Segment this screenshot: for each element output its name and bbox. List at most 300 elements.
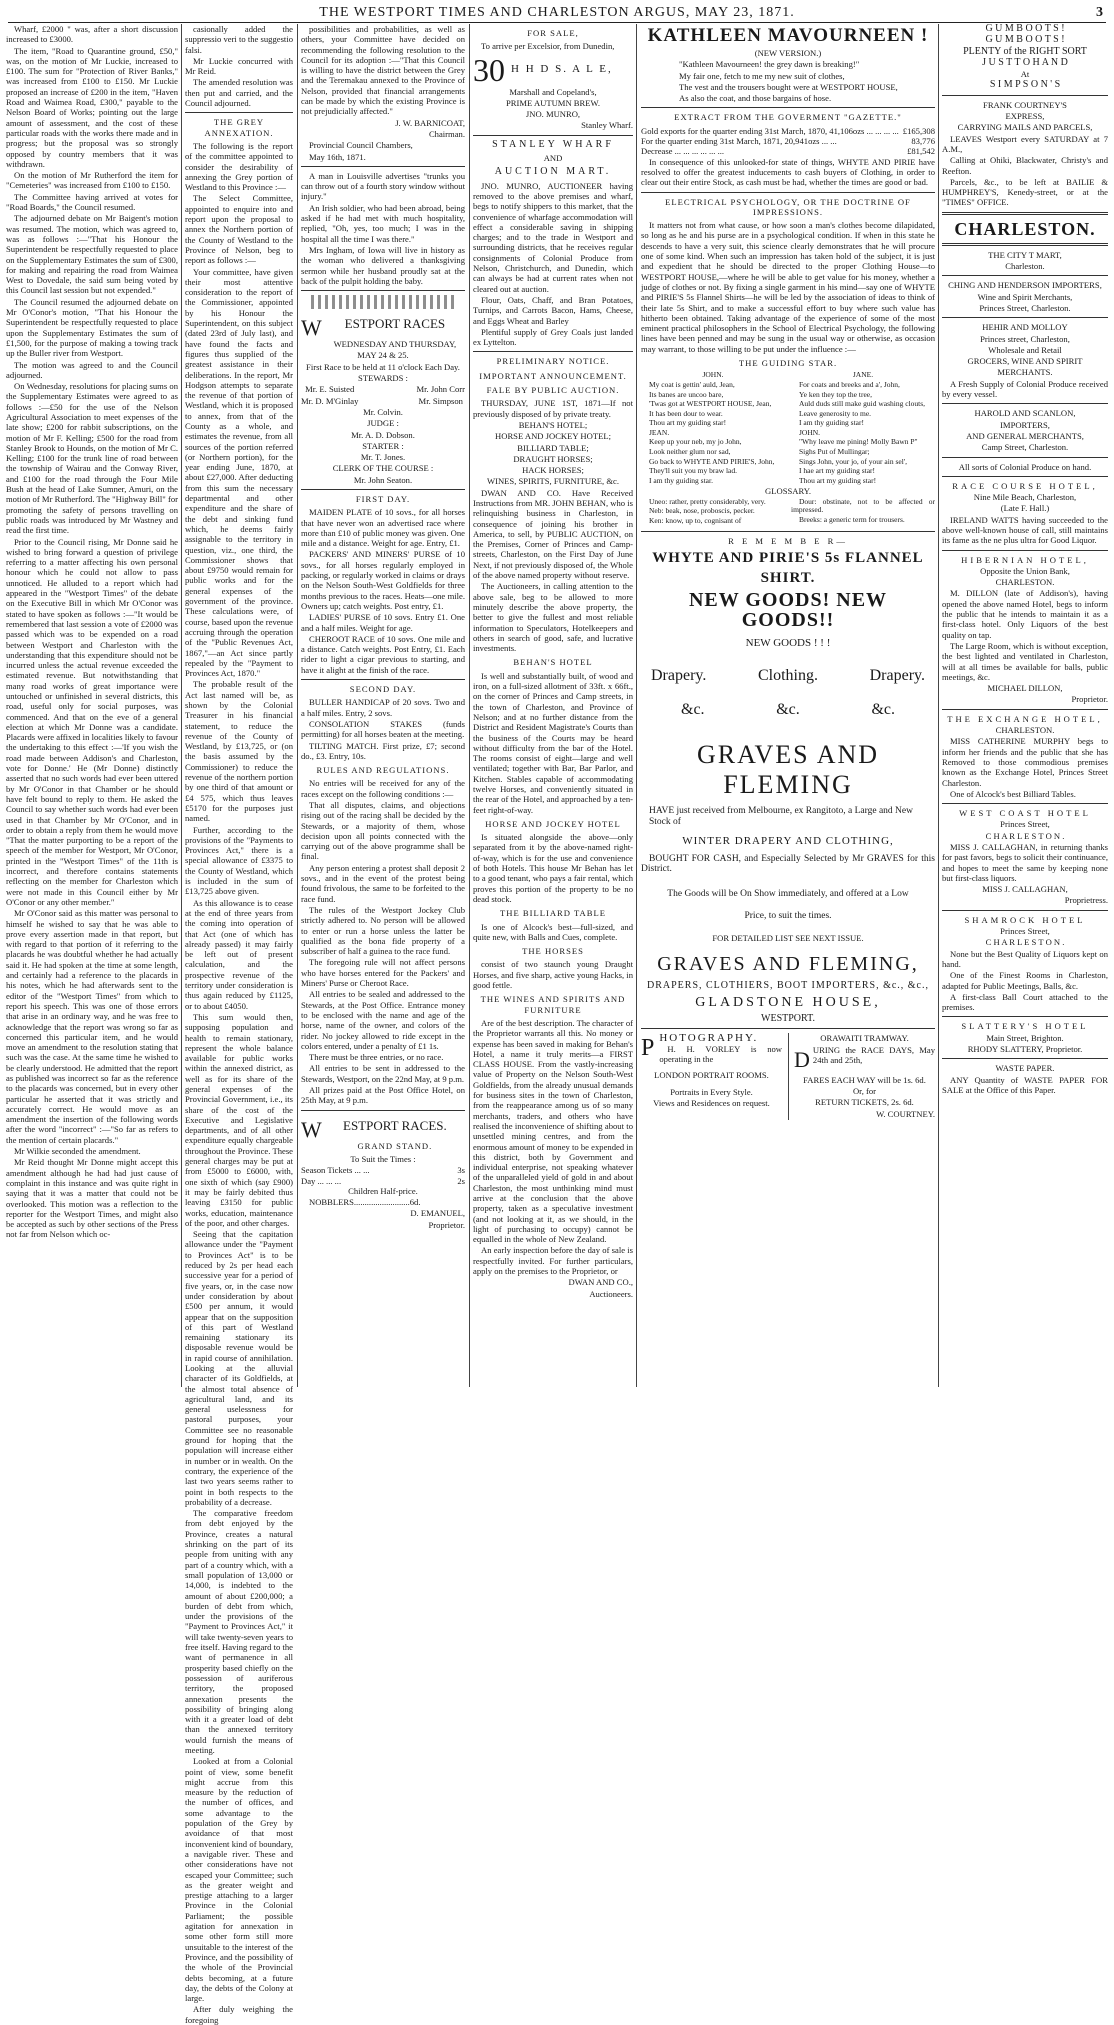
- verse-line: Ye ken they top the tree,: [799, 389, 872, 399]
- paragraph: Plentiful supply of Grey Coals just landed ex Lyttelton.: [473, 326, 633, 348]
- extract-heading: EXTRACT FROM THE GOVERMENT "GAZETTE.": [674, 112, 902, 123]
- gold-text: In consequence of this unlooked-for state of things, WHYTE AND PIRIE have resolved to offer the greatest inducements to cash buyers of Clothing, in order to clear out their entire Stock, as cash must be had, whether the times are good or bad.: [641, 156, 935, 188]
- race-entry: CHEROOT RACE of 10 sovs. One mile and a distance. Catch weights. Post Entry, £1. Each rider to light a cigar previous to starting, and have it alight at the finish of the race.: [301, 633, 465, 675]
- sham-1: Princes Street,: [1000, 926, 1050, 937]
- rule-item: The rules of the Westport Jockey Club strictly adhered to. No person will be allowed to enter or run a horse unless the latter be qualified as the bona fide property of a subscriber of half a guinea to the race fund.: [301, 904, 465, 957]
- verse-line: I am thy guiding star!: [799, 418, 864, 428]
- billiard-heading: THE BILLIARD TABLE: [500, 908, 606, 919]
- westport-races-ad: [301, 313, 465, 1105]
- electrical-text: It matters not from what cause, or how soon a man's clothes become dilapidated, so long as he and his purse are in a psychological condition. If when in this state he descends to have a very suit, this science clearly demonstrates that he will procure one of some kind. When such an impression has taken hold of the subject, it is just and expedient that he should be directed to the proper Clothing House—to WESTPORT HOUSE,—where he will be able to get value for his money, whether a judge of clothes or not. By fixing a single garment in his mind—say one of WHYTE and PIRIE'S 5s Flannel Shirts—he will be led by the association of ideas to think of their late 5s Shirt, and to make a successful effort to buy where such value has hitherto been obtained. Taking advantage of the experience of some of the most eminent practical philosophers in the School of Electrical Psychology, the following lines have been penned and may be sung in the usual way or otherwise, as occasion may warrant, to those willing to be put under the influence :—: [641, 220, 935, 354]
- race-1: Nine Mile Beach, Charleston,: [973, 492, 1077, 503]
- auction-lot: HACK HORSES;: [522, 465, 584, 476]
- dillon-text: M. DILLON (late of Addison's), having opened the above named Hotel, begs to inform the public that he intends to maintain it as a first-class hotel. Only Liquors of the best quality on tap.: [942, 588, 1108, 640]
- paragraph: After duly weighing the foregoing: [185, 2004, 293, 2025]
- verse-line: As also the coat, and those bargains of hose.: [679, 93, 832, 104]
- callaghan-text: MISS J. CALLAGHAN, in returning thanks for past favors, begs to solicit their continuance, and hopes to meet the same by keeping none but first-class liquors.: [942, 842, 1108, 883]
- tram-1: URING the RACE DAYS, May 24th and 25th,: [812, 1044, 935, 1065]
- auction-date: THURSDAY, JUNE 1ST, 1871—If not previously disposed of by private treaty.: [473, 398, 633, 419]
- judge-heading: JUDGE :: [367, 418, 399, 429]
- mart-text: [473, 181, 633, 348]
- paragraph: Mr Reid thought Mr Donne might accept this amendment although he had had just cause of complaint in this instance and was quite right in saying that it was a matter that could not be overlooked. This motion was a reflection to the reporter for the Westport Times, and might also be accepted as such by other sections of the Press not far from Nelson which oc-: [6, 1157, 178, 1240]
- verse-line: Sings John, your jo, of your ain sel',: [799, 456, 908, 466]
- sale-brand: Marshall and Copeland's,: [509, 86, 597, 97]
- steward-name: Mr. John Corr: [416, 384, 465, 395]
- auction-lot: DRAUGHT HORSES;: [513, 453, 593, 464]
- divider: [942, 1058, 1108, 1059]
- paragraph: The adjourned debate on Mr Baigent's motion was resumed. The motion, which was agreed to, was as follows :—"That his Honour the Superintendent be respectfully requested to place on the Supplementary Estimates the sum of £300, for making and repairing the road from Waimea West to Dovedale, the said sum being voted by this Council last session but not expended.": [6, 213, 178, 296]
- all-sorts: All sorts of Colonial Produce on hand.: [958, 461, 1092, 472]
- paragraph: The motion was agreed to and the Council adjourned.: [6, 359, 178, 380]
- horse-race-illustration: [311, 295, 455, 309]
- rule-item: No entries will be received for any of the races except on the following conditions :—: [301, 778, 465, 799]
- kathleen-verse: [641, 59, 935, 103]
- price-row: [301, 1176, 465, 1186]
- verse-left-heading: JOHN.: [702, 370, 724, 380]
- verse-line: My fair one, fetch to me my new suit of clothes,: [679, 70, 845, 81]
- guiding-star-heading: THE GUIDING STAR.: [738, 358, 838, 369]
- divider: [641, 107, 935, 108]
- graves-fleming-headline: GRAVES AND FLEMING: [696, 740, 880, 800]
- tmart-place: Charleston.: [1005, 261, 1045, 272]
- guiding-star-verse: [641, 371, 935, 486]
- photo-3: Portraits in Every Style.: [670, 1086, 753, 1097]
- wch-1: Princes Street,: [1000, 819, 1050, 830]
- prelim-notice: PRELIMINARY NOTICE.: [496, 356, 610, 367]
- first-day-heading: FIRST DAY.: [355, 493, 411, 504]
- paragraph: Further, according to the provisions of the "Payments to Provinces Act," there is a special allowance of £3375 to the County of Westland, which is included in the sum of £13,725 above given.: [185, 824, 293, 897]
- divider: [942, 476, 1108, 477]
- steward-name: Mr. D. M'Ginlay: [301, 395, 359, 406]
- clerk-name: Mr. John Seaton.: [353, 474, 413, 485]
- paragraph: Mrs Ingham, of Iowa will live in history as the woman who delivered a thanksgiving sermon while her husband proudly sat at the back of the pulpit holding the baby.: [301, 244, 465, 286]
- paragraph: The amended resolution was then put and carried, and the Council adjourned.: [185, 77, 293, 109]
- wines-heading: THE WINES AND SPIRITS AND FURNITURE: [480, 994, 626, 1015]
- sham-2: C H A R L E S T O N .: [985, 937, 1065, 948]
- westport-line: WESTPORT.: [761, 1013, 815, 1025]
- glossary-entry: Neb: beak, nose, proboscis, pecker.: [649, 506, 755, 516]
- race-rules: [301, 778, 465, 1105]
- divider: [942, 275, 1108, 276]
- waste-paper: WASTE PAPER.: [995, 1063, 1055, 1074]
- drapery-word: Clothing.: [757, 667, 818, 685]
- sale-line: To arrive per Excelsior, from Dunedin,: [481, 41, 615, 52]
- merchants: MERCHANTS.: [997, 367, 1053, 378]
- important-announcement: IMPORTANT ANNOUNCEMENT.: [479, 370, 627, 381]
- divider: [942, 457, 1108, 458]
- tramway-ad: ORAWAITI TRAMWAY. DURING the RACE DAYS, May 24th and 25th, FARES EACH WAY will be 1s. 6d. Or, for RETURN TICKETS, 2s. 6d. W. COURTNEY.: [788, 1033, 935, 1119]
- gum-boots: G U M B O O T S !: [985, 23, 1065, 34]
- sale-heading: FOR SALE,: [527, 28, 579, 38]
- rule-item: Any person entering a protest shall deposit 2 sovs., and in the event of the protest being found frivolous, the same to be forfeited to the race fund.: [301, 862, 465, 904]
- dillon-sig: MICHAEL DILLON,: [987, 683, 1063, 694]
- graves-fleming-2: GRAVES AND FLEMING,: [657, 953, 919, 976]
- column-1: [6, 24, 178, 1387]
- signature-name: J. W. BARNICOAT,: [395, 117, 465, 128]
- gold-row: [641, 136, 935, 146]
- divider: [301, 166, 465, 167]
- auction-lot: BEHAN'S HOTEL;: [518, 419, 588, 430]
- column-rule: [469, 24, 470, 1387]
- label: Season Tickets ... ...: [301, 1165, 370, 1176]
- glossary-heading: GLOSSARY.: [765, 486, 811, 497]
- west-coast-hotel: WEST COAST HOTEL: [959, 808, 1091, 819]
- divider: [641, 192, 935, 193]
- auction-heading: FALE BY PUBLIC AUCTION.: [486, 385, 620, 396]
- sham-5: A first-class Ball Court attached to the premises.: [942, 991, 1108, 1013]
- paragraph: JNO. MUNRO, AUCTIONEER having removed to the above premises and wharf, begs to notify shippers to this market, that the convenience of wharfage accommodation will effect a considerable saving in shipping charges; and to the trade in Westport and surrounding districts, that he receives regular consignments of Colonial Produce from Nelson, Christchurch, and Dunedin, which can always be had at current rates when not cleared out at auction.: [473, 180, 633, 294]
- verse-line: My coat is gettin' auld, Jean,: [649, 379, 735, 389]
- drapery-row: [641, 656, 935, 690]
- label: Decrease ... ... ... ... ... ...: [641, 146, 725, 157]
- label: Gold exports for the quarter ending 31st March, 1870, 41,106ozs ... ... ... ...: [641, 125, 899, 136]
- behan-heading: BEHAN'S HOTEL: [513, 657, 593, 668]
- second-day-heading: SECOND DAY.: [349, 684, 417, 695]
- value: £81,542: [907, 146, 935, 157]
- glossary-entry: Uneo: rather, pretty considerably, very.: [649, 496, 766, 506]
- graves-stock: Stock of: [649, 817, 681, 828]
- gold-row: [641, 146, 935, 156]
- verse-line: Sighs Put of Mullingar;: [799, 447, 870, 457]
- verse-line: "Why leave me pining! Molly Bawn P": [799, 437, 918, 447]
- express: EXPRESS,: [1005, 111, 1045, 122]
- ching-henderson: CHING AND HENDERSON IMPORTERS,: [948, 280, 1102, 291]
- paragraph: The following is the report of the committee appointed to consider the desirability of annexing the Grey portion of Westland to this Province :—: [185, 140, 293, 193]
- photo-4: Views and Residences on request.: [653, 1097, 770, 1108]
- callaghan-sig: MISS J. CALLAGHAN,: [982, 884, 1068, 895]
- tmart: THE CITY T MART,: [988, 249, 1062, 260]
- stand-prices: [301, 1165, 465, 1186]
- plenty: PLENTY of the RIGHT SORT: [963, 45, 1087, 57]
- paragraph: A man in Louisville advertises "trunks you can throw out of a fourth story window without injury.": [301, 170, 465, 202]
- verse-line: Auld duds still make guid washing clouts,: [799, 399, 926, 409]
- leaves: LEAVES Westport every SATURDAY at 7 A.M.,: [942, 133, 1108, 154]
- second-day-races: [301, 697, 465, 761]
- etc-word: &c.: [871, 701, 895, 719]
- dwan-text-2: The Auctioneers, in calling attention to the above sale, beg to be allowed to more minutely describe the above property, the better to give the fullest and most reliable information to Speculators, Hotelkeepers and others in search of good, safe, and lucrative investments.: [473, 581, 633, 654]
- stand-title: W ESTPORT RACES.: [301, 1116, 447, 1142]
- race-entry: TILTING MATCH. First prize, £7; second do., £3. Entry, 10s.: [301, 740, 465, 761]
- clerk-heading: CLERK OF THE COURSE :: [332, 463, 434, 474]
- divider: [942, 95, 1108, 96]
- races-start: First Race to be held at 11 o'clock Each Day.: [306, 361, 460, 372]
- tram-heading: ORAWAITI TRAMWAY.: [820, 1033, 909, 1044]
- dwan-text: DWAN AND CO. Have Received Instructions from MR. JOHN BEHAN, who is relinquishing business in Charleston, in consequence of joining his brother in America, to sell, by PUBLIC AUCTION, on the Premises, Corner of Princes and Camp-streets, Charleston, on the First Day of June Next, if not previously disposed of, the Whole of the above named property without reserve.: [473, 487, 633, 581]
- column-rule: [938, 24, 939, 1387]
- bottom-ads: [641, 1033, 935, 1119]
- detailed-list: FOR DETAILED LIST SEE NEXT ISSUE.: [712, 933, 864, 944]
- ching-3: Princes Street, Charleston.: [979, 302, 1071, 313]
- signature-date: May 16th, 1871.: [309, 151, 366, 162]
- value: 2s: [457, 1175, 465, 1186]
- divider: [641, 1028, 935, 1029]
- starter-name: Mr. T. Jones.: [360, 452, 406, 463]
- divider: [942, 243, 1108, 246]
- column-2: [185, 24, 293, 2025]
- sale-place: Stanley Wharf.: [581, 120, 633, 131]
- horses-heading: THE HORSES: [522, 946, 584, 957]
- mart-heading-2: AUCTION MART.: [494, 166, 612, 178]
- hib-1: Opposite the Union Bank,: [980, 565, 1070, 576]
- divider: [301, 1110, 465, 1111]
- slat-2: RHODY SLATTERY, Proprietor.: [967, 1044, 1083, 1055]
- grand-stand-ad: [301, 1115, 465, 1230]
- divider: [301, 679, 465, 680]
- divider: [942, 1016, 1108, 1017]
- starter-heading: STARTER :: [362, 440, 404, 451]
- paragraph: The item, "Road to Quarantine ground, £50," was, on the motion of Mr Luckie, increased to £100. The sum for "Protection of River Banks," was increased from £100 to £150. Mr Luckie proposed an increase of £200 in the item, "Haven Road and Waimea Road, £300," payable to the Nelson Board of Works; pointing out the large amount of assessment, and the cost of these particular roads with the works there made and in progress; but the proposal was so strongly opposed by country members that it was withdrawn.: [6, 45, 178, 169]
- paragraph: An Irish soldier, who had been abroad, being asked if he had met with much hospitality, replied, "Oh, yes, too much; I was in the hospital all the time I was there.": [301, 202, 465, 244]
- rule-item: All entries to be sent in addressed to the Stewards, Westport, on the 22nd May, at 9 p.m.: [301, 1063, 465, 1084]
- verse-line: Look neither glum nor sad,: [649, 447, 731, 457]
- column-3: [301, 24, 465, 1387]
- auction-sign: DWAN AND CO.,: [568, 1277, 633, 1288]
- glossary-entry: Breeks: a generic term for trousers.: [799, 514, 905, 524]
- new-goods-sub: NEW GOODS ! ! !: [745, 636, 831, 649]
- divider: [301, 290, 465, 291]
- frank-courtney: FRANK COURTNEY'S: [983, 99, 1067, 110]
- exchange-hotel: THE EXCHANGE HOTEL,: [947, 713, 1103, 724]
- divider: [942, 403, 1108, 404]
- mart-and: AND: [543, 153, 563, 164]
- verse-line: The vest and the trousers bought were at WESTPORT HOUSE,: [679, 81, 898, 92]
- verse-line: Thou art my guiding star!: [799, 475, 877, 485]
- ching-2: Wine and Spirit Merchants,: [977, 291, 1073, 302]
- tram-3: Or, for: [852, 1085, 877, 1096]
- rule-item: That all disputes, claims, and objections rising out of the racing shall be decided by the Stewards, or a majority of them, whose decision upon all points connected with the carrying out of the above programme shall be final.: [301, 800, 465, 862]
- rule-item: There must be three entries, or no race.: [309, 1052, 444, 1063]
- paragraph: The Council resumed the adjourned debate on Mr O'Conor's motion, "That his Honour the Superintendent be respectfully requested to place upon the Supplementary Estimates the sum of £1,500, for the purpose of making a towing track up the Buller river from Westport.: [6, 296, 178, 359]
- mart-heading: STANLEY WHARF: [492, 138, 614, 150]
- camp-street: Camp Street, Charleston.: [981, 442, 1069, 453]
- paragraph: As this allowance is to cease at the end of three years from the coming into operation of that Act (one of which has already passed) it may fairly be left out of present calculation, and the prospective revenue of the territory under consideration is thus again reduced by £1125, or to about £4050.: [185, 897, 293, 1011]
- rule-item: The foregoing rule will not affect persons who have horses entered for the Packers' and Miners' Purse or Cheroot Race.: [301, 957, 465, 989]
- photo-heading: HOTOGRAPHY.: [659, 1032, 759, 1045]
- gum-boots-2: G U M B O O T S !: [985, 34, 1065, 46]
- divider: [942, 803, 1108, 804]
- auction-lot: WINES, SPIRITS, FURNITURE, &c.: [486, 476, 619, 487]
- shamrock-hotel: SHAMROCK HOTEL: [964, 914, 1086, 925]
- horse-jockey-heading: HORSE AND JOCKEY HOTEL: [485, 818, 621, 829]
- divider: [942, 317, 1108, 318]
- wch-2: C H A R L E S T O N .: [985, 830, 1065, 841]
- hibernian-hotel: HIBERNIAN HOTEL,: [961, 554, 1089, 565]
- fresh-supply: A Fresh Supply of Colonial Produce received by every vessel.: [942, 378, 1108, 400]
- at: At: [1020, 69, 1030, 80]
- sham-3: None but the Best Quality of Liquors kept on hand.: [942, 948, 1108, 969]
- council-report-end: [185, 24, 293, 108]
- gold-row: [641, 126, 935, 136]
- paragraph: This sum would then, supposing population and health to remain stationary, represent the whole balance available for public works within the annexed district, as well as for its share of the general expenses of the Provincial Government, i.e., its share of the cost of the Executive and Legislative departments, and of all other expenditure equally chargeable throughout the Province. These general charges may be put at from £5000 to £6000, with, one sixth of which (say £900) it may be fairly debited thus leaving £3150 for public works, education, maintenance of the poor, and other charges.: [185, 1011, 293, 1228]
- ireland-watts: IRELAND WATTS having succeeded to the above well-known house of call, still maintains its fame as the ne plus ultra for Good Liquor.: [942, 514, 1108, 546]
- masthead-title: THE WESTPORT TIMES AND CHARLESTON ARGUS, MAY 23, 1871.: [319, 5, 795, 20]
- price-text: Price, to suit the times.: [744, 910, 832, 921]
- judge-name: Mr. A. D. Dobson.: [351, 429, 415, 440]
- tram-4: RETURN TICKETS, 2s. 6d.: [815, 1097, 914, 1108]
- race-entry: CONSOLATION STAKES (funds permitting) for all horses beaten at the meeting.: [301, 718, 465, 740]
- hehir-3: Wholesale and Retail: [988, 344, 1062, 355]
- paragraph: Flour, Oats, Chaff, and Bran Potatoes, Turnips, and Carrots Bacon, Hams, Cheese, and Eggs Wheat and Barley: [473, 294, 633, 326]
- hehir-2: Princes street, Charleston,: [980, 333, 1070, 344]
- sale-brew: PRIME AUTUMN BREW.: [506, 97, 600, 108]
- verse-line: For coats and breeks and a', John,: [799, 379, 900, 389]
- for-sale-ad: [473, 28, 633, 131]
- races-title: W ESTPORT RACES: [301, 315, 446, 341]
- paragraph: Your committee, have given their most attentive consideration to the report of the Commissioner, appointed by his Honour the Superintendent, on this subject (dated 23rd of July last), and have found the facts and figures thus supplied of the greatest assistance in their deliberations. In the report, Mr Hodgson attempts to separate the revenue of that portion of Westland, which it is proposed to annex, from that of the County as a whole, and estimates the revenue, from all sources of the portion referred (or Northern portion), for the year ending June, 1870, at about £27,000. After deducting from this sum the necessary departmental and other expenditure and the share of the debt and sinking fund which, he deems fairly assignable to the territory in question, viz., one third, the Commissioner shows that about £9750 would remain for public works and for the general expenses of the government of the province. These calculations were, of course, based upon the revenue accruing through the operation of the "Public Revenues Act, 1867,"—an Act since partly repealed by the "Payment to Provinces Act, 1870.": [185, 266, 293, 679]
- slattery-hotel: SLATTERY'S HOTEL: [961, 1021, 1089, 1032]
- billiard-text: Is one of Alcock's best—full-sized, and quite new, with Balls and Cues, complete.: [473, 921, 633, 942]
- drapers-line: DRAPERS, CLOTHIERS, BOOT IMPORTERS, &c., &c.,: [646, 980, 929, 992]
- show-text: The Goods will be On Show immediately, and offered at a Low: [667, 888, 909, 899]
- grey-annexation-report: [185, 141, 293, 2025]
- stewards-list: [301, 384, 465, 407]
- hib-2: CHARLESTON.: [995, 577, 1055, 588]
- glossary: [641, 498, 935, 527]
- murphy-text: MISS CATHERINE MURPHY begs to inform her friends and the public that she has Removed to those commodious premises known as the Exchange Hotel, Princes Street Charleston.: [942, 736, 1108, 788]
- slat-1: Main Street, Brighton.: [986, 1032, 1064, 1043]
- rules-heading: RULES AND REGULATIONS.: [316, 765, 450, 776]
- hehir-molloy: HEHIR AND MOLLOY: [982, 322, 1068, 333]
- verse-line: Go back to WHYTE AND PIRIE'S, John,: [649, 456, 775, 466]
- stewards-heading: STEWARDS :: [358, 373, 408, 384]
- paragraph: The Committee having arrived at votes for "Road Boards," the Council resumed.: [6, 191, 178, 213]
- photo-1: H. H. VORLEY is now operating in the: [659, 1043, 782, 1064]
- auction-lot: HORSE AND JOCKEY HOTEL;: [495, 431, 611, 442]
- divider: [473, 135, 633, 136]
- verse-line: 'Twas got at WESTPORT HOUSE, Jean,: [649, 399, 772, 409]
- tram-5: W. COURTNEY.: [876, 1108, 935, 1119]
- column-rule: [181, 24, 182, 1387]
- verse-line: "Kathleen Mavourneen! the grey dawn is breaking!": [679, 59, 860, 70]
- steward-name: Mr. E. Suisted: [305, 384, 355, 395]
- kathleen-heading: KATHLEEN MAVOURNEEN !: [647, 25, 929, 46]
- paragraph: The Select Committee, appointed to enquire into and report upon the proposal to annex the Northern portion of the County of Westland to the Province of Nelson, beg to report as follows :—: [185, 193, 293, 266]
- paragraph: The probable result of the Act last named will be, as shown by the Colonial Treasurer in his financial statement, to reduce the revenue of the County of Westland, by £13,725, or (on the basis assumed by the Commissioner) to reduce the revenue of the northern portion by one third of that amount or £4 575, which thus leaves £5170 for the purposes just named.: [185, 679, 293, 824]
- label: Day ... ... ...: [301, 1175, 342, 1186]
- sham-4: One of the Finest Rooms in Charleston, adapted for Public Meetings, Balls, &c.: [942, 970, 1108, 991]
- winter-drapery: WINTER DRAPERY AND CLOTHING,: [682, 834, 894, 847]
- stand-sub: To Suit the Times :: [350, 1153, 416, 1164]
- paragraph: possibilities and probabilities, as well as others, your Committee have decided on recommending the following resolution to the Council for its adoption :—"That this Council is willing to have the district between the Grey and the Teremakau annexed to the Province of Nelson, provided that financial arrangements can be made by which the existing Province is not prejudicially affected.": [301, 24, 465, 117]
- wines-text: Are of the best description. The character of the Proprietor warrants all this. No money or expense has been saved in making for Behan's Hotel, a name it truly merits—a FIRST CLASS HOUSE. From the vastly-increasing value of Property on the Nelson South-West Goldfields, from the already unusual demands for business sites in the town of Charleston, from the reappearance among us of so many merchants, traders, and others who have realised the inconvenience of shifting about to unsettled mining centres, and from the enormous amount of money to be expended in this district, both by Government and individual enterprise, not speaking whatever of the unparalleled yield of gold in and about Charleston, the most unthinking mind must arrive at the conclusion that the above property, taken as a speculative investment (and not looking at it, as we should, in the light of purchasing to occupy) cannot be equalled in the whole of New Zealand.: [473, 1017, 633, 1245]
- race-entry: BULLER HANDICAP of 20 sovs. Two and a half miles. Entry, 2 sovs.: [301, 697, 465, 718]
- simpsons: S I M P S O N ' S: [989, 79, 1061, 91]
- price-row: [301, 1165, 465, 1175]
- paragraph: On Wednesday, resolutions for placing sums on the Supplementary Estimates were agreed to as follows :—£50 for the use of the Nelson Agricultural Association to meet expenses of the late show; £200 for rabbit subscriptions, on the motion of Mr F. Kelling; £500 for the road from Stanley Brook to Hounds, on the motion of Mr C. Kelling; £100 for the trunk line of road between the township of Wairau and the Conway River, and £100 for the road through the Four Mile Bush at the head of Lake Sumner, Amuri, on the motion of Mr Rutherford. The "Highway Bill" for promoting the safety of persons travelling on public roads was introduced by Mr Wastney and read the first time.: [6, 381, 178, 536]
- sale-number: 30: [473, 51, 505, 88]
- column-5: [641, 24, 935, 1387]
- grey-annexation-heading: THE GREY ANNEXATION.: [204, 117, 274, 138]
- rule-item: All prizes paid at the Post Office Hotel, on 25th May, at 9 p.m.: [301, 1085, 465, 1106]
- column-rule: [636, 24, 637, 1387]
- paragraph: Mr Wilkie seconded the amendment.: [14, 1146, 141, 1157]
- just-to-hand: J U S T T O H A N D: [982, 56, 1068, 68]
- verse-line: They'll suit you my braw lad.: [649, 466, 738, 476]
- carrying: CARRYING MAILS AND PARCELS,: [957, 122, 1093, 133]
- column-rule: [297, 24, 298, 1387]
- anecdotes: [301, 171, 465, 286]
- closing-text: An early inspection before the day of sale is respectfully invited. For further particulars, apply on the premises to the Proprietor, or: [473, 1245, 633, 1277]
- auction-mart-ad: [473, 140, 633, 348]
- graves-text: HAVE just received from Melbourne, ex Rangitoto, a Large and New: [649, 806, 913, 817]
- dillon-text-2: The Large Room, which is without exception, the best lighted and ventilated in Charleston, will at all times be available for balls, public meetings, &c.: [942, 640, 1108, 682]
- callaghan-prop: Proprietress.: [1064, 895, 1108, 906]
- race-course-hotel: RACE COURSE HOTEL,: [952, 480, 1098, 491]
- races-days: MAY 24 & 25.: [357, 350, 409, 361]
- drapery-word: Drapery.: [651, 667, 707, 685]
- divider: [185, 112, 293, 113]
- divider: [942, 709, 1108, 710]
- electrical-heading: ELECTRICAL PSYCHOLOGY, OR THE DOCTRINE OF IMPRESSIONS.: [665, 196, 911, 217]
- importers: IMPORTERS,: [1000, 419, 1050, 430]
- column-6: [942, 24, 1108, 1387]
- race-entry: LADIES' PURSE of 10 sovs. Entry £1. One and a half miles. Weight for age.: [301, 612, 465, 633]
- signature-title: Chairman.: [428, 128, 465, 139]
- glossary-entry: Ken: know, up to, cognisant of: [649, 515, 742, 525]
- verse-line: Its banes are uncoo bare,: [649, 389, 724, 399]
- exchange-place: CHARLESTON.: [995, 725, 1055, 736]
- race-entry: PACKERS' AND MINERS' PURSE of 10 sovs., for all horses regularly employed in packing, or regularly worked in claims or drays on the Nelson South-West Goldfields for three months previous to the races. Heats—one mile. Owners up; catch weights. Post entry, £1.: [301, 549, 465, 611]
- divider: [942, 910, 1108, 911]
- stand-nobblers: NOBBLERS..........................6d.: [309, 1197, 421, 1208]
- paragraph: Looked at from a Colonial point of view, some benefit might accrue from this measure by the reduction of the number of offices, and some advantage to the population of the Grey by avoidance of that most inconvenient kind of boundary, a navigable river. These and other considerations have not escaped your Committee; such as the greater weight and prestige attaching to a larger Province in the Colonial Parliament; the possible agitation for annexation in some other form still more unsuitable to the interest of the Province, and the possibility of the whole of the Provincial debts becoming, at a future day, the debts of the Colony at large.: [185, 1756, 293, 2004]
- verse-line: I hae art my guiding star!: [799, 466, 876, 476]
- masthead: [8, 4, 1106, 23]
- value: 83,776: [911, 136, 935, 147]
- race-entry: MAIDEN PLATE of 10 sovs., for all horses that have never won an advertised race where more than £10 of public money was given. One mile and a distance. Weight for age. Entry, £1.: [301, 507, 465, 549]
- alcock-text: One of Alcock's best Billiard Tables.: [950, 788, 1076, 799]
- gold-exports-table: [641, 126, 935, 157]
- divider: [942, 550, 1108, 551]
- parcels: Parcels, &c., to be left at BAILIE & HUMPHREY'S, Kenedy-street, or at the "TIMES" OFFICE.: [942, 176, 1108, 208]
- etc-word: &c.: [776, 701, 800, 719]
- new-goods-headline: NEW GOODS! NEW GOODS!!: [688, 588, 888, 631]
- paragraph: Wharf, £2000 " was, after a short discussion increased to £3000.: [6, 24, 178, 45]
- bought-text: BOUGHT FOR CASH, and Especially Selected by Mr GRAVES for this District.: [641, 854, 935, 875]
- stand-half: Children Half-price.: [348, 1185, 418, 1196]
- verse-line: JOHN.: [799, 427, 821, 437]
- dillon-prop: Proprietor.: [1071, 694, 1108, 705]
- verse-line: Leave generosity to me.: [799, 408, 872, 418]
- etc-row: [641, 690, 935, 734]
- races-dates: WEDNESDAY AND THURSDAY,: [333, 339, 457, 350]
- value: £165,308: [902, 125, 935, 136]
- glossary-entry: Dour: obstinate, not to be affected or impressed.: [791, 496, 935, 515]
- steward-center: Mr. Colvin.: [363, 406, 403, 417]
- remember: R E M E M B E R—: [728, 535, 848, 546]
- photography-ad: PHOTOGRAPHY. H. H. VORLEY is now operating in the LONDON PORTRAIT ROOMS. Portraits in Every Style. Views and Residences on request.: [641, 1032, 782, 1108]
- stand-prop: Proprietor.: [428, 1219, 465, 1230]
- behan-text: Is well and substantially built, of wood and iron, on a full-sized allotment of 33ft. x 66ft., on the corner of Princes and Camp streets, in the town of Charleston, and Province of Nelson; and at no further distance from the District and Resident Magistrate's Courts than the business of the Courts may be heard without difficulty from the bar of the Hotel. The rooms consist of eight—large and well ventilated; together with Bar, Bar Parlor, and Kitchen. Stables capable of accommodating twelve Horses, and conveniently situated in the rear of the Hotel, and approached by a ten-feet right-of-way.: [473, 670, 633, 815]
- drapery-word: Drapery.: [869, 667, 925, 685]
- harold-scanlon: HAROLD AND SCANLON,: [974, 408, 1076, 419]
- page-number: 3: [1096, 5, 1104, 20]
- paragraph: casionally added the suppressio veri to the suggestio falsi.: [185, 24, 293, 55]
- calling: Calling at Ohiki, Blackwater, Christy's and Reefton.: [942, 155, 1108, 176]
- charleston-heading: CHARLESTON.: [954, 218, 1096, 239]
- tram-2: FARES EACH WAY will be 1s. 6d.: [803, 1074, 926, 1085]
- race-2: (Late F. Hall.): [1000, 503, 1050, 514]
- rule-item: All entries to be sealed and addressed to the Stewards, at the Post Office. Entrance money to be enclosed with the name and age of the horse, name of the owner, and colors of the rider. No jockey allowed to ride except in the colors entered, under a penalty of £1 1s.: [301, 989, 465, 1051]
- kathleen-sub: (NEW VERSION.): [754, 48, 822, 58]
- divider: [942, 212, 1108, 215]
- whyte-shirt-headline: WHYTE AND PIRIE'S 5s FLANNEL SHIRT.: [652, 549, 924, 586]
- divider: [301, 489, 465, 490]
- divider: [473, 351, 633, 352]
- paragraph: Seeing that the capitation allowance under the "Payment to Provinces Act" is to be reduced by 2s per head each successive year for a period of five years, or, in the case now under consideration by about £500 per annum, it would appear that on the supposition of this part of Westland remaining stationary its disposable revenue would be in rapid course of annihilation. Looking at the alluvial character of its Goldfields, at the almost total absence of agricultural land, and its general uselessness for pastoral purposes, your Committee see no reasonable ground for hoping that the population will increase either in number or in wealth. On the contrary, the experience of the last two years seems rather to point in both respects to the probability of a decrease.: [185, 1229, 293, 1507]
- annexation-resolution: [301, 24, 465, 117]
- first-day-races: [301, 507, 465, 675]
- signature-place: Provincial Council Chambers,: [309, 140, 413, 151]
